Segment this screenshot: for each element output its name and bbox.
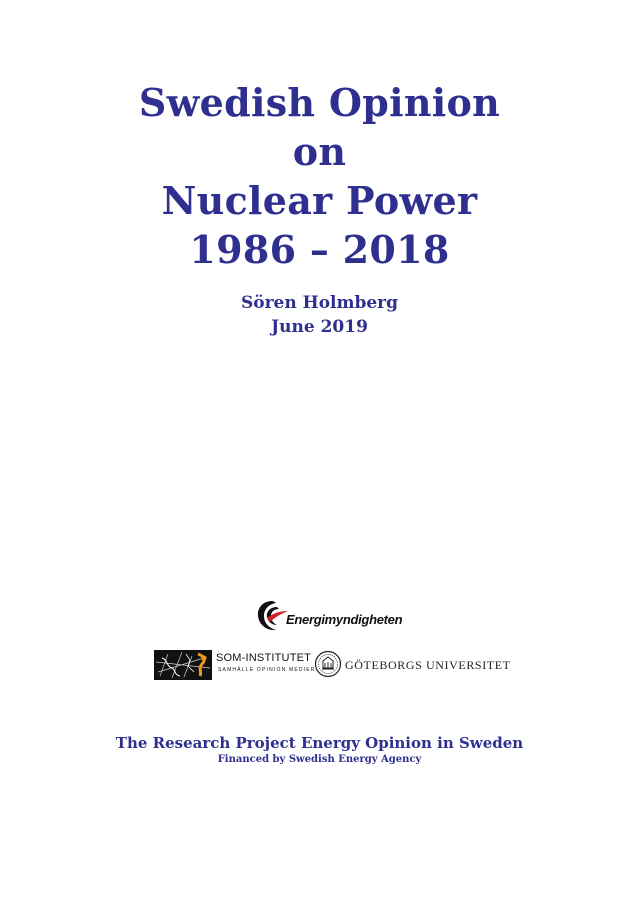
som-map-icon xyxy=(154,650,212,680)
university-name: GÖTEBORGS UNIVERSITET xyxy=(345,658,511,672)
energy-swirl-icon xyxy=(255,598,289,634)
title-line-4: 1986 – 2018 xyxy=(189,227,450,272)
energy-agency-name: Energimyndigheten xyxy=(286,612,403,627)
som-institute-tagline: SAMHÄLLE OPINION MEDIER xyxy=(218,667,316,673)
title-line-1: Swedish Opinion xyxy=(138,80,501,125)
university-logo xyxy=(314,650,511,680)
title-line-2: on xyxy=(292,129,347,174)
university-seal-icon xyxy=(314,650,342,678)
som-institute-logo xyxy=(154,650,316,680)
som-institute-name: SOM-INSTITUTET xyxy=(216,652,312,664)
document-footer xyxy=(0,733,639,767)
funding-line: Financed by Swedish Energy Agency xyxy=(217,754,422,765)
energy-agency-logo xyxy=(255,598,405,634)
title-line-3: Nuclear Power xyxy=(161,178,478,223)
document-title xyxy=(0,78,639,274)
author-name: Sören Holmberg xyxy=(240,293,399,313)
publication-date: June 2019 xyxy=(271,317,368,337)
byline xyxy=(0,291,639,339)
research-project-line: The Research Project Energy Opinion in Sweden xyxy=(115,734,524,752)
